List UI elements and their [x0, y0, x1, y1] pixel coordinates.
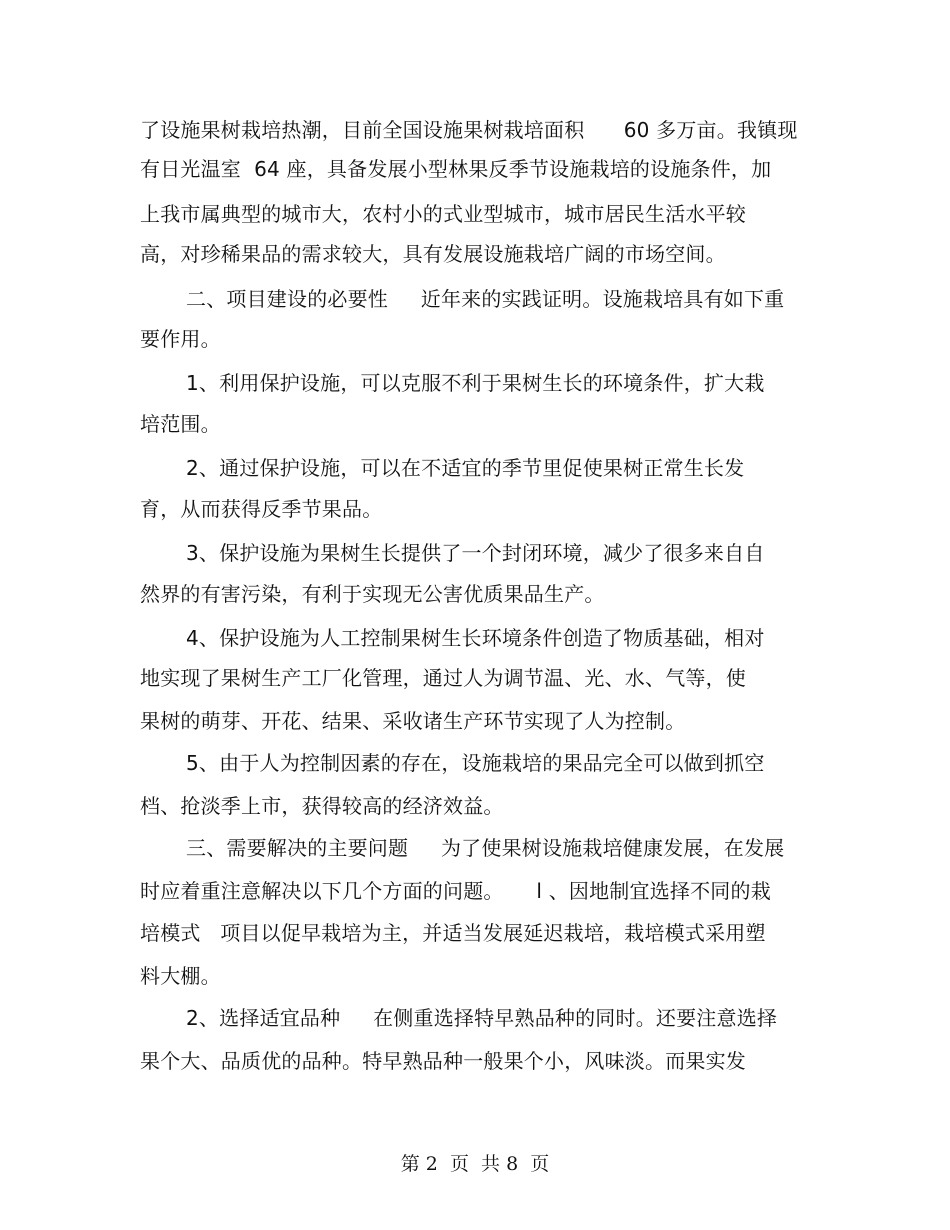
text-line: 2、通过保护设施，可以在不适宜的季节里促使果树正常生长发 — [186, 456, 745, 480]
text-line: 地实现了果树生产工厂化管理，通过人为调节温、光、水、气等，使 — [140, 666, 746, 690]
text-line: 5、由于人为控制因素的存在，设施栽培的果品完全可以做到抓空 — [186, 751, 765, 775]
text-line: 然界的有害污染，有利于实现无公害优质果品生产。 — [140, 582, 605, 606]
text-line: 三、需要解决的主要问题 为了使果树设施栽培健康发展，在发展 — [186, 836, 785, 860]
text-line: 4、保护设施为人工控制果树生长环境条件创造了物质基础，相对 — [186, 626, 765, 650]
text-line: 3、保护设施为果树生长提供了一个封闭环境，减少了很多来自自 — [186, 541, 765, 565]
text-line: 育，从而获得反季节果品。 — [140, 497, 383, 521]
text-line: 培范围。 — [140, 412, 221, 436]
page-number-footer: 第 2 页 共 8 页 — [400, 1153, 550, 1175]
text-line: 培模式 项目以促早栽培为主，并适当发展延迟栽培，栽培模式采用塑 — [140, 921, 766, 945]
text-line: 要作用。 — [140, 327, 221, 351]
text-line: 果个大、品质优的品种。特早熟品种一般果个小，风味淡。而果实发 — [140, 1049, 746, 1073]
text-line: 上我市属典型的城市大，农村小的式业型城市，城市居民生活水平较 — [140, 202, 746, 226]
text-line: 1、利用保护设施，可以克服不利于果树生长的环境条件，扩大栽 — [186, 371, 765, 395]
text-line: 二、项目建设的必要性 近年来的实践证明。设施栽培具有如下重 — [186, 287, 785, 311]
text-line: 2、选择适宜品种 在侧重选择特早熟品种的同时。还要注意选择 — [186, 1006, 778, 1030]
text-line: 档、抢淡季上市，获得较高的经济效益。 — [140, 794, 504, 818]
text-line: 果树的萌芽、开花、结果、采收诸生产环节实现了人为控制。 — [140, 709, 686, 733]
text-line: 有日光温室 64 座，具备发展小型林果反季节设施栽培的设施条件，加 — [140, 157, 772, 181]
text-line: 时应着重注意解决以下几个方面的问题。 l 、因地制宜选择不同的栽 — [140, 879, 771, 903]
text-line: 高，对珍稀果品的需求较大，具有发展设施栽培广阔的市场空间。 — [140, 242, 726, 266]
text-line: 了设施果树栽培热潮，目前全国设施果树栽培面积 60 多万亩。我镇现 — [140, 118, 798, 142]
text-line: 料大棚。 — [140, 964, 221, 988]
